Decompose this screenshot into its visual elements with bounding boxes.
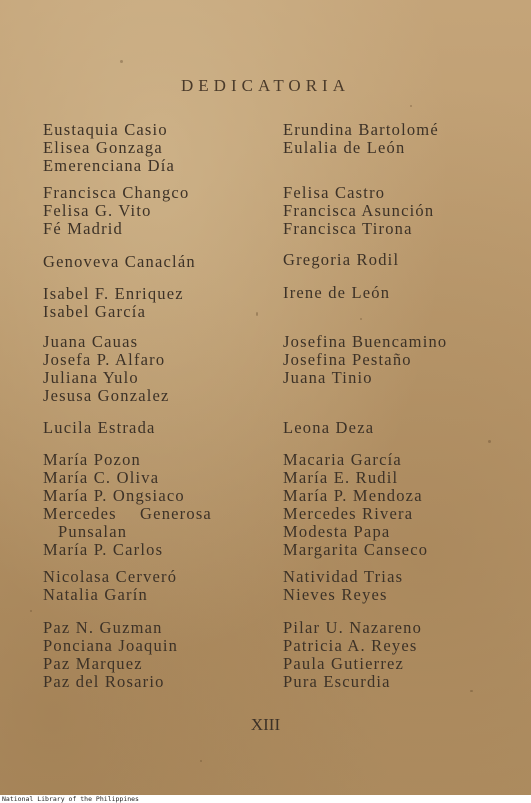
dedication-name: Jesusa Gonzalez	[43, 386, 170, 405]
dedication-name: Francisca Asunción	[283, 201, 435, 220]
dedication-name: Paula Gutierrez	[283, 654, 405, 673]
dedication-name: Nieves Reyes	[283, 585, 388, 604]
dedication-name: Juana Cauas	[43, 332, 139, 351]
dedication-name: Elisea Gonzaga	[43, 138, 163, 157]
dedication-name: María P. Mendoza	[283, 486, 423, 505]
dedication-name: Emerenciana Día	[43, 156, 176, 175]
paper-speck	[256, 312, 258, 316]
dedication-name: Leona Deza	[283, 418, 375, 437]
dedication-name: Mercedes Rivera	[283, 504, 414, 523]
dedication-name: María P. Carlos	[43, 540, 164, 559]
paper-speck	[470, 690, 473, 692]
dedication-name: Irene de León	[283, 283, 391, 302]
dedication-name: Francisca Tirona	[283, 219, 413, 238]
dedication-name: Josefina Buencamino	[283, 332, 448, 351]
dedication-name: Fé Madrid	[43, 219, 123, 238]
paper-speck	[488, 440, 491, 443]
dedication-name: Paz N. Guzman	[43, 618, 163, 637]
dedication-name: Nicolasa Cerveró	[43, 567, 178, 586]
dedication-name: María P. Ongsiaco	[43, 486, 185, 505]
dedication-name: Eulalia de León	[283, 138, 406, 157]
dedication-name: Natividad Trias	[283, 567, 404, 586]
dedication-name: Lucila Estrada	[43, 418, 156, 437]
dedication-name: Josefa P. Alfaro	[43, 350, 166, 369]
dedication-name: Pura Escurdia	[283, 672, 391, 691]
dedication-name: Mercedes Generosa	[43, 504, 212, 523]
paper-speck	[120, 60, 123, 63]
dedication-name: Gregoria Rodil	[283, 250, 400, 269]
page-number: XIII	[250, 715, 281, 734]
page-heading: DEDICATORIA	[181, 76, 350, 95]
dedication-name: Erundina Bartolomé	[283, 120, 439, 139]
dedication-name: Felisa G. Vito	[43, 201, 152, 220]
dedication-name: Paz Marquez	[43, 654, 143, 673]
dedication-name: Juana Tinio	[283, 368, 373, 387]
dedication-name: Felisa Castro	[283, 183, 386, 202]
dedication-name: Pilar U. Nazareno	[283, 618, 423, 637]
dedication-name: Paz del Rosario	[43, 672, 165, 691]
dedication-name: Natalia Garín	[43, 585, 148, 604]
dedication-name: Modesta Papa	[283, 522, 391, 541]
paper-speck	[200, 760, 202, 762]
dedication-name: María Pozon	[43, 450, 141, 469]
dedication-name: Josefina Pestaño	[283, 350, 412, 369]
dedication-name: María C. Oliva	[43, 468, 160, 487]
dedication-name: Genoveva Canaclán	[43, 252, 196, 271]
paper-speck	[410, 105, 412, 107]
paper-speck	[360, 318, 362, 320]
dedication-name: Isabel García	[43, 302, 147, 321]
dedication-name: Ponciana Joaquin	[43, 636, 179, 655]
dedication-name: Eustaquia Casio	[43, 120, 168, 139]
dedication-name: Punsalan	[58, 522, 128, 541]
dedication-name: Juliana Yulo	[43, 368, 139, 387]
paper-speck	[30, 610, 32, 612]
dedication-name: Margarita Canseco	[283, 540, 429, 559]
dedication-name: Isabel F. Enriquez	[43, 284, 184, 303]
dedication-name: Patricia A. Reyes	[283, 636, 418, 655]
dedication-name: Macaria García	[283, 450, 402, 469]
dedication-name: Francisca Changco	[43, 183, 190, 202]
dedication-name: María E. Rudil	[283, 468, 399, 487]
library-credit: National Library of the Philippines	[2, 795, 139, 803]
